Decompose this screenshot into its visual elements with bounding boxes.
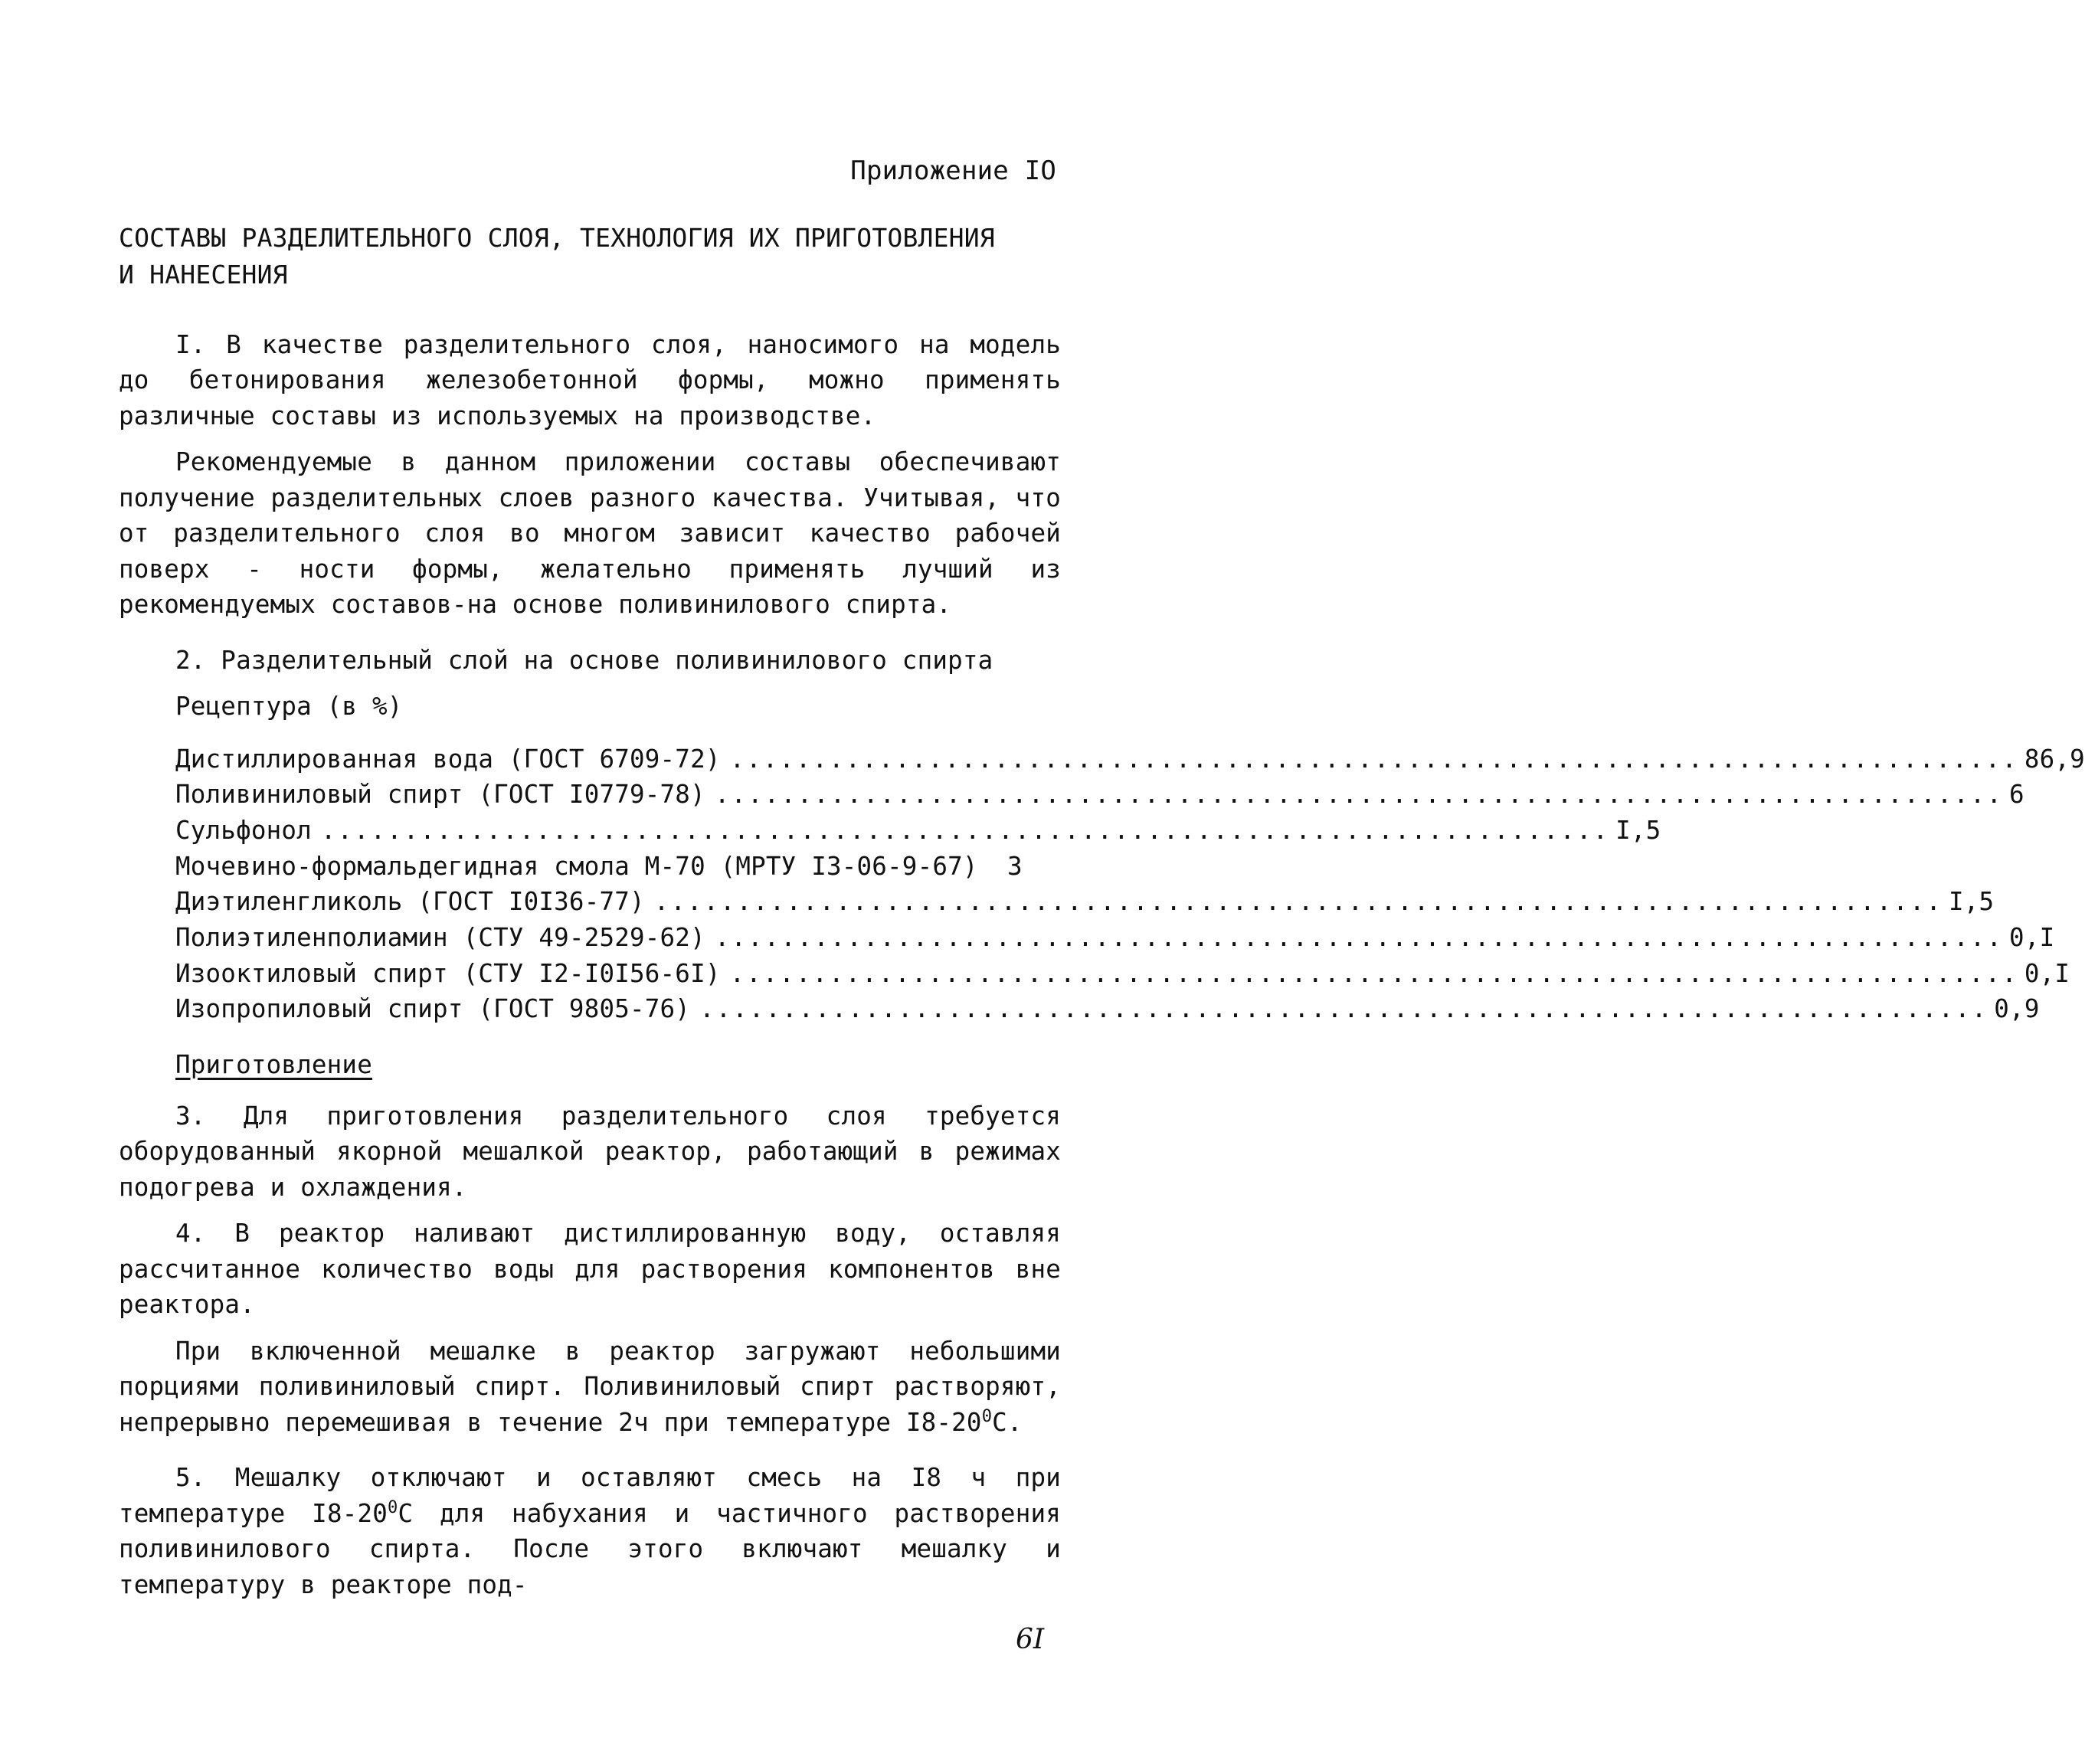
recipe-value: I,5 xyxy=(1615,815,1661,845)
paragraph-5-text: 5. Мешалку отключают и оставляют смесь на I8 ч при температуре I8-20 xyxy=(119,1463,1061,1528)
paragraph-4b xyxy=(119,1334,1061,1441)
recipe-name: Дистиллированная вода (ГОСТ 6709-72) xyxy=(175,744,721,774)
leader-dots: .............................................................................. xyxy=(714,780,2004,810)
page-number: 6I xyxy=(1016,1624,1045,1655)
leader-dots: .............................................................................. xyxy=(729,744,2018,774)
degree-superscript: 0 xyxy=(981,1406,993,1426)
recipe-row xyxy=(175,920,2055,956)
recipe-name: Изопропиловый спирт (ГОСТ 9805-76) xyxy=(175,994,691,1024)
paragraph-5 xyxy=(119,1460,1061,1602)
recipe-row xyxy=(175,741,2085,777)
recipe-value: 6 xyxy=(2009,780,2024,810)
leader-dots: .............................................................................. xyxy=(729,958,2018,988)
degree-superscript: 0 xyxy=(388,1497,398,1517)
recipe-row xyxy=(175,813,1661,849)
recipe-row xyxy=(175,884,1995,920)
document-page xyxy=(119,153,2085,1613)
paragraph-1b: Рекомендуемые в данном приложении составы обеспечивают получение разделительных слоев разного качества. Учитывая, что от разделительного слоя во многом зависит качество рабочей поверх - ности формы, желательно применять лучший из рекомендуемых составов-на основе поливинилового спирта. xyxy=(119,447,1061,619)
paragraph-4b-end: С. xyxy=(992,1407,1023,1437)
title-line-2: И НАНЕСЕНИЯ xyxy=(119,259,288,290)
leader-dots: .............................................................................. xyxy=(714,922,2004,952)
paragraph-4b-text: При включенной мешалке в реактор загружают небольшими порциями поливиниловый спирт. Поливиниловый спирт растворяют, непрерывно перемешивая в течение 2ч при температуре I8-20 xyxy=(119,1336,1061,1437)
leader-dots: .............................................................................. xyxy=(653,887,1943,917)
recipe-value: 0,9 xyxy=(1994,994,2040,1024)
recipe-name: Полиэтиленполиамин (СТУ 49-2529-62) xyxy=(175,922,705,952)
title-line-1: СОСТАВЫ РАЗДЕЛИТЕЛЬНОГО СЛОЯ, ТЕХНОЛОГИЯ ИХ ПРИГОТОВЛЕНИЯ xyxy=(119,222,995,253)
preparation-heading: Приготовление xyxy=(175,1050,372,1079)
recipe-value: 3 xyxy=(1007,851,1023,881)
paragraph-5-end: С для набухания и частичного растворения поливинилового спирта. После этого включают мешалку и температуру в реакторе под- xyxy=(119,1498,1061,1599)
recipe-row xyxy=(175,991,2040,1027)
recipe-heading: Рецептура (в %) xyxy=(175,692,403,721)
recipe-value: 0,I xyxy=(2024,958,2070,988)
recipe-value: I,5 xyxy=(1948,887,1995,917)
recipe-row xyxy=(175,956,2070,992)
paragraph-1: I. В качестве разделительного слоя, наносимого на модель до бетонирования железобетонной формы, можно применять различные составы из используемых на производстве. xyxy=(119,329,1061,430)
appendix-label: Приложение IО xyxy=(850,155,1056,186)
recipe-list xyxy=(175,741,2085,1028)
paragraph-3: 3. Для приготовления разделительного слоя требуется оборудованный якорной мешалкой реактор, работающий в режимах подогрева и охлаждения. xyxy=(119,1101,1061,1202)
recipe-row xyxy=(175,849,1061,885)
recipe-value: 0,I xyxy=(2009,922,2055,952)
recipe-row xyxy=(175,777,2024,813)
paragraph-4: 4. В реактор наливают дистиллированную воду, оставляя рассчитанное количество воды для растворения компонентов вне реактора. xyxy=(119,1219,1061,1319)
leader-dots: .............................................................................. xyxy=(320,815,1610,845)
recipe-name: Изооктиловый спирт (СТУ I2-I0I56-6I) xyxy=(175,958,721,988)
leader-dots: .............................................................................. xyxy=(699,994,1988,1024)
recipe-name: Диэтиленгликоль (ГОСТ I0I36-77) xyxy=(175,887,645,917)
document-title xyxy=(119,220,1061,293)
recipe-value: 86,9 xyxy=(2024,744,2085,774)
paragraph-2: 2. Разделительный слой на основе поливинилового спирта xyxy=(175,645,993,675)
recipe-name: Сульфонол xyxy=(175,815,312,845)
recipe-name: Поливиниловый спирт (ГОСТ I0779-78) xyxy=(175,780,705,810)
recipe-name: Мочевино-формальдегидная смола М-70 (МРТУ I3-06-9-67) xyxy=(175,851,978,881)
